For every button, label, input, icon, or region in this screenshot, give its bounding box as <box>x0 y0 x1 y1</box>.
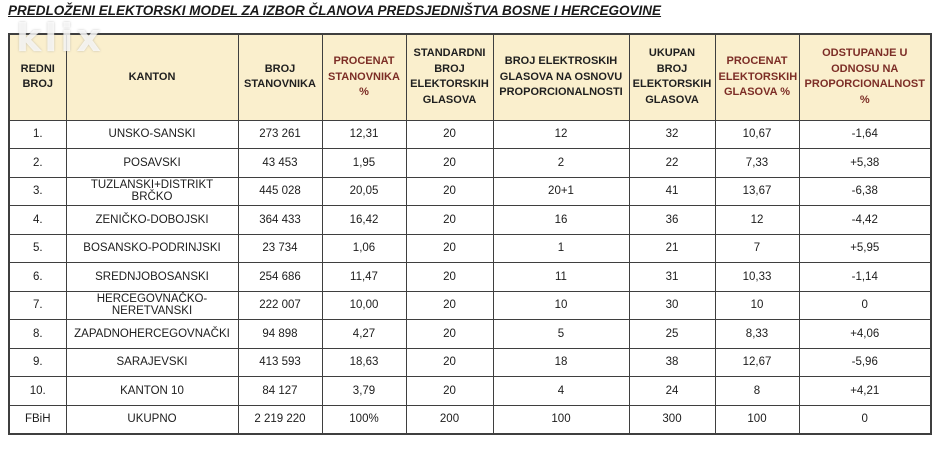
table-cell: 4. <box>9 206 66 235</box>
table-cell: 3. <box>9 177 66 206</box>
table-cell: 11 <box>493 263 629 292</box>
table-cell: 31 <box>629 263 715 292</box>
table-cell: UNSKO-SANSKI <box>66 120 238 149</box>
electoral-model-table <box>8 33 932 435</box>
table-cell: 24 <box>629 377 715 406</box>
table-cell: 8 <box>715 377 799 406</box>
table-cell: 7 <box>715 234 799 263</box>
table-cell: HERCEGOVNAČKO-NERETVANSKI <box>66 291 238 320</box>
table-cell: 5 <box>493 320 629 349</box>
table-cell: 20 <box>406 206 493 235</box>
klix-watermark-logo: klix <box>16 16 104 60</box>
table-row <box>9 120 931 149</box>
table-cell: UKUPNO <box>66 405 238 434</box>
table-cell: 30 <box>629 291 715 320</box>
column-header: KANTON <box>66 34 238 120</box>
table-cell: 7,33 <box>715 149 799 178</box>
page-title: PREDLOŽENI ELEKTORSKI MODEL ZA IZBOR ČLANOVA PREDSJEDNIŠTVA BOSNE I HERCEGOVINE <box>8 3 662 18</box>
table-cell: +4,06 <box>799 320 931 349</box>
table-cell: 100% <box>322 405 406 434</box>
column-header: REDNI BROJ <box>9 34 66 120</box>
table-cell: 11,47 <box>322 263 406 292</box>
table-cell: -1,64 <box>799 120 931 149</box>
table-cell: 300 <box>629 405 715 434</box>
table-cell: 36 <box>629 206 715 235</box>
table-cell: 10,33 <box>715 263 799 292</box>
table-cell: 10 <box>715 291 799 320</box>
table-row <box>9 177 931 206</box>
table-row <box>9 377 931 406</box>
table-cell: 273 261 <box>238 120 322 149</box>
table-cell: 200 <box>406 405 493 434</box>
table-cell: 1 <box>493 234 629 263</box>
table-cell: -5,96 <box>799 348 931 377</box>
table-cell: 12 <box>493 120 629 149</box>
table-cell: 23 734 <box>238 234 322 263</box>
column-header: UKUPAN BROJ ELEKTORSKIH GLASOVA <box>629 34 715 120</box>
table-cell: -1,14 <box>799 263 931 292</box>
table-cell: 445 028 <box>238 177 322 206</box>
table-cell: -6,38 <box>799 177 931 206</box>
table-cell: 12,67 <box>715 348 799 377</box>
table-cell: 2. <box>9 149 66 178</box>
column-header: PROCENAT ELEKTORSKIH GLASOVA % <box>715 34 799 120</box>
table-cell: SARAJEVSKI <box>66 348 238 377</box>
table-cell: 2 <box>493 149 629 178</box>
table-cell: 20 <box>406 234 493 263</box>
table-cell: 6. <box>9 263 66 292</box>
table-row <box>9 320 931 349</box>
table-cell: 12 <box>715 206 799 235</box>
table-cell: 10,00 <box>322 291 406 320</box>
table-cell: 8. <box>9 320 66 349</box>
table-cell: 0 <box>799 291 931 320</box>
table-cell: ZENIČKO-DOBOJSKI <box>66 206 238 235</box>
table-row <box>9 291 931 320</box>
table-cell: 20 <box>406 348 493 377</box>
table-cell: +5,38 <box>799 149 931 178</box>
table-cell: 20 <box>406 263 493 292</box>
table-row <box>9 348 931 377</box>
table-row <box>9 405 931 434</box>
table-cell: KANTON 10 <box>66 377 238 406</box>
table-cell: 1,06 <box>322 234 406 263</box>
table-cell: 20+1 <box>493 177 629 206</box>
table-cell: 1,95 <box>322 149 406 178</box>
table-cell: 18,63 <box>322 348 406 377</box>
table-cell: 38 <box>629 348 715 377</box>
table-cell: 364 433 <box>238 206 322 235</box>
table-header-row <box>9 34 931 120</box>
column-header: BROJ ELEKTROSKIH GLASOVA NA OSNOVU PROPORCIONALNOSTI <box>493 34 629 120</box>
table-cell: 100 <box>493 405 629 434</box>
table-cell: 20 <box>406 120 493 149</box>
table-cell: 20,05 <box>322 177 406 206</box>
table-cell: 20 <box>406 377 493 406</box>
table-cell: 100 <box>715 405 799 434</box>
table-cell: 1. <box>9 120 66 149</box>
table-cell: 16 <box>493 206 629 235</box>
table-body <box>9 120 931 434</box>
table-cell: 3,79 <box>322 377 406 406</box>
table-cell: 41 <box>629 177 715 206</box>
table-row <box>9 263 931 292</box>
table-cell: BOSANSKO-PODRINJSKI <box>66 234 238 263</box>
table-cell: 4,27 <box>322 320 406 349</box>
table-cell: 10. <box>9 377 66 406</box>
table-cell: 20 <box>406 291 493 320</box>
table-cell: 0 <box>799 405 931 434</box>
table-cell: ZAPADNOHERCEGOVNAČKI <box>66 320 238 349</box>
table-cell: -4,42 <box>799 206 931 235</box>
table-row <box>9 149 931 178</box>
table-cell: +5,95 <box>799 234 931 263</box>
table-cell: 222 007 <box>238 291 322 320</box>
table-cell: 12,31 <box>322 120 406 149</box>
table-cell: 9. <box>9 348 66 377</box>
table-cell: 94 898 <box>238 320 322 349</box>
table-cell: 43 453 <box>238 149 322 178</box>
table-row <box>9 206 931 235</box>
table-cell: +4,21 <box>799 377 931 406</box>
column-header: BROJ STANOVNIKA <box>238 34 322 120</box>
table-cell: 20 <box>406 149 493 178</box>
table-cell: 4 <box>493 377 629 406</box>
table-cell: 20 <box>406 177 493 206</box>
header-row <box>9 34 931 120</box>
table-cell: 8,33 <box>715 320 799 349</box>
column-header: ODSTUPANJE U ODNOSU NA PROPORCIONALNOST % <box>799 34 931 120</box>
table-cell: 22 <box>629 149 715 178</box>
table-cell: 413 593 <box>238 348 322 377</box>
table-cell: POSAVSKI <box>66 149 238 178</box>
table-cell: FBiH <box>9 405 66 434</box>
table-cell: 13,67 <box>715 177 799 206</box>
table-cell: 254 686 <box>238 263 322 292</box>
table-cell: 10,67 <box>715 120 799 149</box>
table-cell: 5. <box>9 234 66 263</box>
table-cell: 25 <box>629 320 715 349</box>
table-cell: TUZLANSKI+DISTRIKT BRČKO <box>66 177 238 206</box>
table-cell: 10 <box>493 291 629 320</box>
table-cell: 16,42 <box>322 206 406 235</box>
table-cell: 84 127 <box>238 377 322 406</box>
table-cell: 2 219 220 <box>238 405 322 434</box>
table-cell: 32 <box>629 120 715 149</box>
column-header: PROCENAT STANOVNIKA % <box>322 34 406 120</box>
table-cell: 20 <box>406 320 493 349</box>
table-cell: 18 <box>493 348 629 377</box>
table-cell: 21 <box>629 234 715 263</box>
column-header: STANDARDNI BROJ ELEKTORSKIH GLASOVA <box>406 34 493 120</box>
table-row <box>9 234 931 263</box>
table-cell: SREDNJOBOSANSKI <box>66 263 238 292</box>
table-cell: 7. <box>9 291 66 320</box>
